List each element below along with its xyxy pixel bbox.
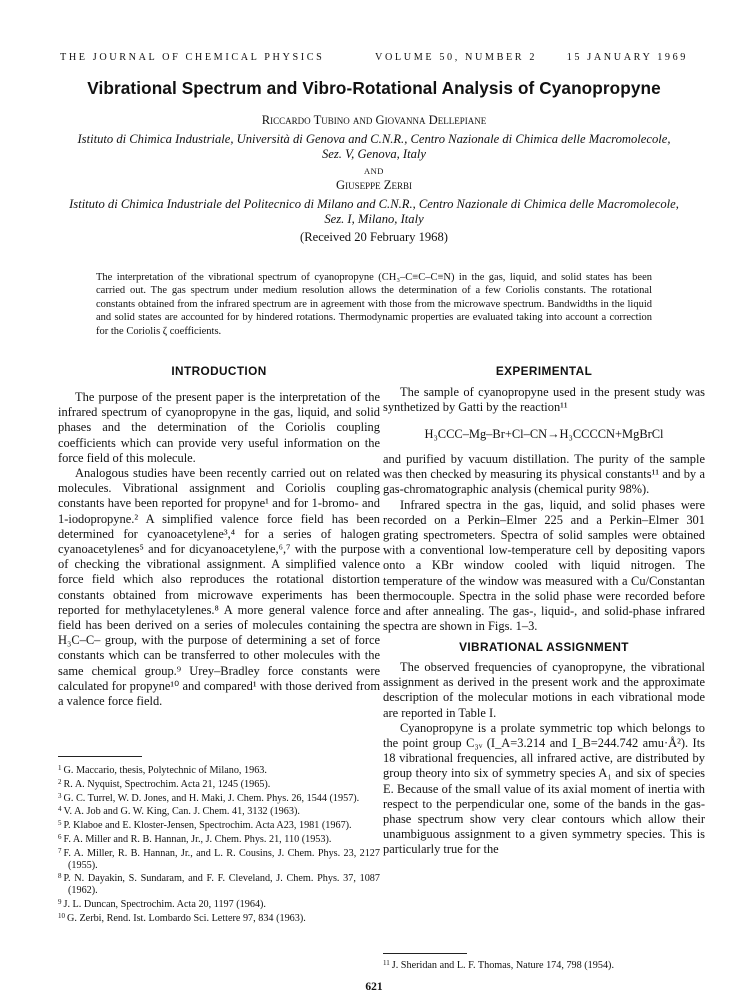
footnote-rule <box>383 953 467 954</box>
issue-date: 15 JANUARY 1969 <box>566 52 688 63</box>
experimental-heading: EXPERIMENTAL <box>495 364 593 378</box>
vibrational-assignment-body <box>383 660 705 858</box>
introduction-body <box>58 390 380 709</box>
authors-group-1: Riccardo Tubino and Giovanna Dellepiane <box>261 113 487 127</box>
experimental-paragraph-3: Infrared spectra in the gas, liquid, and solid phases were recorded on a Perkin–Elmer 225 and a Perkin–Elmer 301 grating spectrometers. Spectra of solid samples were obtained with a conventional low-temperature cell by depositing vapors onto a KBr window cooled with liquid nitrogen. The temperature of the window was measured with a Cu/Constantan thermocouple. Spectra in the solid phase were recorded before and after annealing. The gas-, liquid-, and solid-phase infrared spectra are shown in Figs. 1–3. <box>383 497 705 634</box>
footnote: $^{10}$ G. Zerbi, Rend. Ist. Lombardo Sci. Lettere 97, 834 (1963). <box>58 911 306 924</box>
footnote: $^{11}$ J. Sheridan and L. F. Thomas, Nature 174, 798 (1954). <box>383 959 614 971</box>
affiliation-1-line-2: Sez. V, Genova, Italy <box>322 147 426 161</box>
affiliation-2-line-1: Istituto di Chimica Industriale del Politecnico di Milano and C.N.R., Centro Nazionale di Chimica delle Macromolecole, <box>69 197 679 211</box>
footnote: $^2$ R. A. Nyquist, Spectrochim. Acta 21, 1245 (1965). <box>58 777 271 790</box>
introduction-paragraph-2: Analogous studies have been recently carried out on related molecules. Vibrational assignment and Coriolis coupling constants have been reported for propyne¹ and for 1-bromo- and 1-iodopropyne.² A simplified valence force field has been determined for cyanoacetylene³,⁴ for a series of halogen cyanoacetylenes⁵ and for dicyanoacetylene,⁶,⁷ with the purpose of checking the vibrational assignment. A simplified valence force field which also reproduces the rotational distortion constants obtained from microwave experiments has been reported for methylacetylenes.⁸ A more general valence force field has been derived on a series of molecules containing the H₃C–C– group, with the purpose of determining a set of force constants which can be transferred to other molecules with the same chemical group.⁹ Urey–Bradley force constants were calculated for propyne¹⁰ and compared¹ with those derived from a valence force field. <box>58 466 380 709</box>
vibrational-paragraph-2: Cyanopropyne is a prolate symmetric top which belongs to the point group C₃ᵥ (I_A=3.214 and I_B=244.742 amu·Å²). Its 18 vibrational frequencies, all infrared active, are distributed by group theory into six of symmetry species A₁ and six of species E. Because of the small value of its axial moment of inertia with respect to the perpendicular one, some of the bands in the gas-phase spectrum show very clear contours which allow their unambiguous assignment to a given symmetry species. This is particularly true for the <box>383 720 705 857</box>
footnote-rule <box>58 756 142 757</box>
vibrational-paragraph-1: The observed frequencies of cyanopropyne, the vibrational assignment as derived in the present work and the approximate description of the molecular motions in each vibrational mode are reported in Table I. <box>383 660 705 720</box>
footnote: $^6$ F. A. Miller and R. B. Hannan, Jr., J. Chem. Phys. 21, 110 (1953). <box>58 832 332 845</box>
abstract: The interpretation of the vibrational spectrum of cyanopropyne (CH₃–C≡C–C≡N) in the gas, liquid, and solid states has been carried out. The gas spectrum under medium resolution allows the determination of a few Coriolis constants. The rotational constants obtained from the infrared spectrum are in agreement with those from the microwave spectrum. Bandwidths in the liquid and solid states are accounted for by hindered rotations. Thermodynamic properties are evaluated taking into account a correction for the Coriolis ζ coefficients. <box>96 272 652 337</box>
footnotes-right <box>383 958 705 972</box>
received-date: (Received 20 February 1968) <box>300 230 448 244</box>
affiliation-1-line-1: Istituto di Chimica Industriale, Università di Genova and C.N.R., Centro Nazionale di Chimica delle Macromolecole, <box>77 132 671 146</box>
footnote: $^8$ P. N. Dayakin, S. Sundaram, and F. F. Cleveland, J. Chem. Phys. 37, 1087 (1962). <box>58 872 380 897</box>
authors-group-2: Giuseppe Zerbi <box>336 178 412 192</box>
footnote: $^9$ J. L. Duncan, Spectrochim. Acta 20, 1197 (1964). <box>58 897 266 910</box>
vibrational-assignment-heading: VIBRATIONAL ASSIGNMENT <box>459 640 629 654</box>
experimental-paragraph-2: and purified by vacuum distillation. The purity of the sample was then checked by measuring its physical constants¹¹ and by a gas-chromatographic analysis (chemical purity 98%). <box>383 452 705 497</box>
footnote: $^7$ F. A. Miller, R. B. Hannan, Jr., and L. R. Cousins, J. Chem. Phys. 23, 2127 (1955). <box>58 846 380 871</box>
affiliation-2-line-2: Sez. I, Milano, Italy <box>324 212 424 226</box>
introduction-heading: INTRODUCTION <box>171 364 267 378</box>
journal-name: THE JOURNAL OF CHEMICAL PHYSICS <box>60 52 325 63</box>
footnote: $^1$ G. Maccario, thesis, Polytechnic of Milano, 1963. <box>58 764 267 776</box>
experimental-body <box>383 452 705 634</box>
article-title: Vibrational Spectrum and Vibro-Rotational Analysis of Cyanopropyne <box>87 78 661 98</box>
introduction-paragraph-1: The purpose of the present paper is the interpretation of the infrared spectrum of cyanopropyne in the gas, liquid, and solid phases and the determination of the Coriolis coupling coefficients which can provide very useful information on the force field of this molecule. <box>58 390 380 465</box>
footnotes-left <box>58 763 380 925</box>
footnote: $^5$ P. Klaboe and E. Kloster-Jensen, Spectrochim. Acta A23, 1981 (1967). <box>58 819 352 832</box>
experimental-paragraph-1: The sample of cyanopropyne used in the present study was synthetized by Gatti by the reaction¹¹ <box>383 385 705 415</box>
and-separator: AND <box>364 166 384 176</box>
page-number: 621 <box>365 981 383 993</box>
volume-number: VOLUME 50, NUMBER 2 <box>375 52 538 63</box>
footnote: $^4$ V. A. Job and G. W. King, Can. J. Chem. 41, 3132 (1963). <box>58 805 300 818</box>
footnote: $^3$ G. C. Turrel, W. D. Jones, and H. Maki, J. Chem. Phys. 26, 1544 (1957). <box>58 791 360 804</box>
reaction-equation: H₃CCC–Mg–Br+Cl–CN→H₃CCCCN+MgBrCl <box>424 427 664 441</box>
